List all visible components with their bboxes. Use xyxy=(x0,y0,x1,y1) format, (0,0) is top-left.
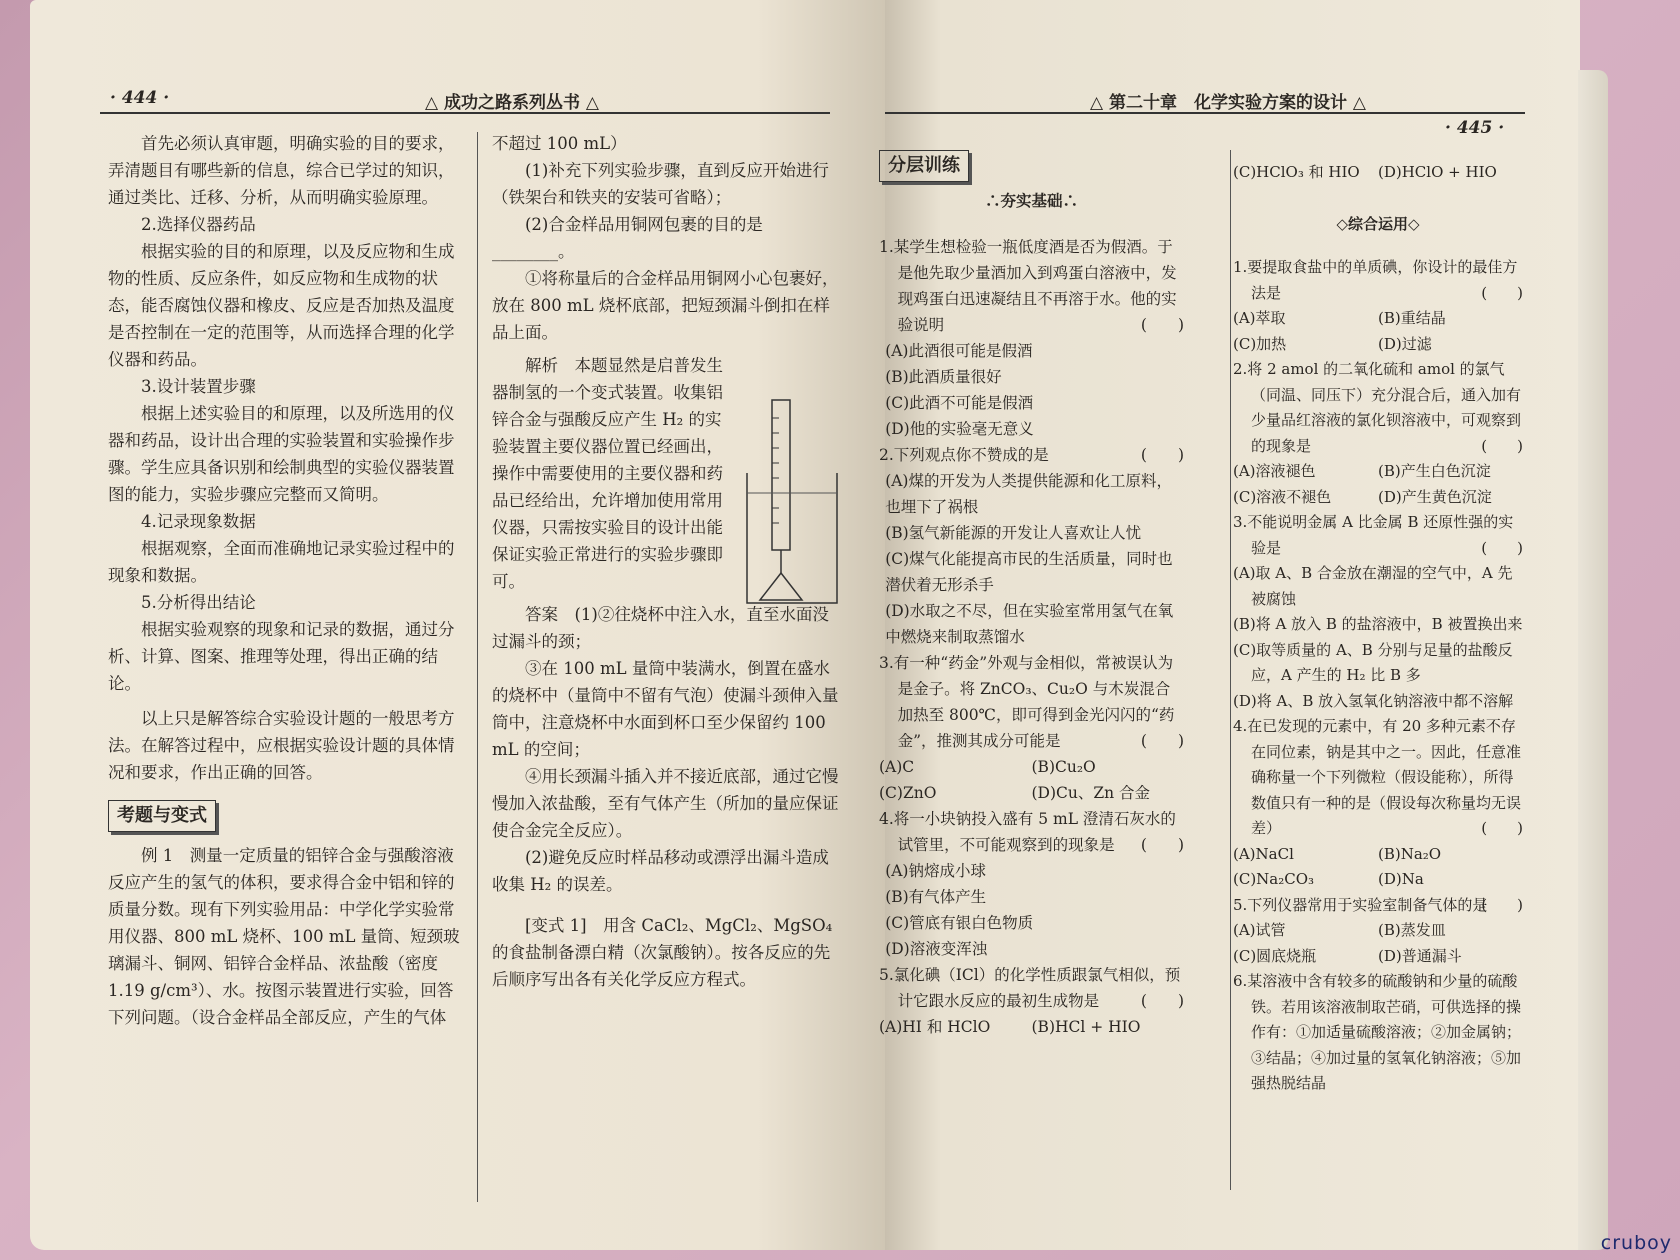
analysis: 解析 本题显然是启普发生器制氢的一个变式装置。收集铝锌合金与强酸反应产生 H₂ 的实验装置主要仪器位置已经画出，操作中需要使用的主要仪器和药品已经给出，允许增加使用常用仪器，只需按实验目的设计出能保证实验正常进行的实验步骤即可。 xyxy=(492,356,723,591)
watermark: cruboy xyxy=(1600,1232,1672,1254)
options-row xyxy=(1233,918,1523,944)
option: (D)普通漏斗 xyxy=(1378,946,1462,965)
option: (C)溶液不褪色 xyxy=(1233,487,1332,506)
option: (C)HClO₃ 和 HIO xyxy=(1233,163,1360,181)
paragraph: 根据实验观察的现象和记录的数据，通过分析、计算、图案、推理等处理，得出正确的结论。 xyxy=(108,620,455,693)
option: (D)将 A、B 放入氢氧化钠溶液中都不溶解 xyxy=(1233,691,1514,710)
paragraph: ④用长颈漏斗插入并不接近底部，通过它慢慢加入浓盐酸，至有气体产生（所加的量应保证使合金完全反应）。 xyxy=(492,767,839,840)
option: (B)氢气新能源的开发让人喜欢让人忧 xyxy=(885,524,1142,542)
variant-1: [变式 1] 用含 CaCl₂、MgCl₂、MgSO₄ 的食盐制备漂白精（次氯酸钠）。按各反应的先后顺序写出各有关化学反应方程式。 xyxy=(492,916,833,989)
paragraph: 首先必须认真审题，明确实验的目的要求，弄清题目有哪些新的信息，综合已学过的知识，通过类比、迁移、分析，从而明确实验原理。 xyxy=(108,134,455,207)
paragraph: ③在 100 mL 量筒中装满水，倒置在盛水的烧杯中（量筒中不留有气泡）使漏斗颈伸入量筒中，注意烧杯中水面到杯口至少保留约 100 mL 的空间； xyxy=(492,659,839,759)
options-row xyxy=(879,1014,1184,1040)
options-row xyxy=(1233,459,1523,485)
answer-paren: ( ) xyxy=(1481,436,1523,455)
option: (A)取 A、B 合金放在潮湿的空气中，A 先被腐蚀 xyxy=(1233,564,1513,608)
apply-question-4: 4.在已发现的元素中，有 20 多种元素不存在同位素，钠是其中之一。因此，任意准确称量一个下列微粒（假设能称），所得数值只有一种的是（假设每次称量均无误差） ( ) xyxy=(1233,714,1523,842)
apparatus-figure xyxy=(742,398,842,608)
paragraph: (2)合金样品用铜网包裹的目的是________。 xyxy=(492,215,763,261)
options-row xyxy=(1233,867,1523,893)
left-page xyxy=(30,0,885,1250)
paragraph: (1)补充下列实验步骤，直到反应开始进行（铁架台和铁夹的安装可省略）； xyxy=(492,161,829,207)
option: (B)HCl + HIO xyxy=(1031,1018,1141,1036)
option: (D)HClO + HIO xyxy=(1378,163,1497,181)
options-row xyxy=(1233,842,1523,868)
paragraph: ①将称量后的合金样品用铜网小心包裹好，放在 800 mL 烧杯底部，把短颈漏斗倒扣在样品上面。 xyxy=(492,269,839,342)
section-heading: 2.选择仪器药品 xyxy=(141,215,256,234)
paragraph: 根据实验的目的和原理，以及反应物和生成物的性质、反应条件，如反应物和生成物的状态，能否腐蚀仪器和橡皮、反应是否加热及温度是否控制在一定的范围等，从而选择合理的化学仪器和药品。 xyxy=(108,242,455,369)
section-heading: 5.分析得出结论 xyxy=(141,593,256,612)
options-row xyxy=(879,754,1184,780)
apply-question-5: 5.下列仪器常用于实验室制备气体的是 ( ) xyxy=(1233,893,1523,919)
right-column-1 xyxy=(879,150,1184,1040)
option: (C)圆底烧瓶 xyxy=(1233,946,1317,965)
question-1: 1.某学生想检验一瓶低度酒是否为假酒。于是他先取少量酒加入到鸡蛋白溶液中，发现鸡蛋白迅速凝结且不再溶于水。他的实验说明 ( ) xyxy=(879,234,1184,338)
section-heading: 3.设计装置步骤 xyxy=(141,377,256,396)
answer-paren: ( ) xyxy=(1481,538,1523,557)
paragraph: 根据观察，全面而准确地记录实验过程中的现象和数据。 xyxy=(108,539,455,585)
right-page-number: · 445 · xyxy=(1445,118,1505,138)
question-5: 5.氯化碘（ICl）的化学性质跟氯气相似，预计它跟水反应的最初生成物是 ( ) xyxy=(879,962,1184,1014)
chapter-title: △ 第二十章 化学实验方案的设计 △ xyxy=(1090,93,1366,113)
option: (B)Cu₂O xyxy=(1031,758,1096,776)
option: (C)管底有银白色物质 xyxy=(885,914,1034,932)
left-header xyxy=(100,88,830,114)
option: (C)Na₂CO₃ xyxy=(1233,870,1315,888)
option: (D)过滤 xyxy=(1378,334,1432,353)
right-header xyxy=(885,88,1525,138)
options-row xyxy=(1233,332,1523,358)
option: (D)Cu、Zn 合金 xyxy=(1031,784,1151,802)
answer-paren: ( ) xyxy=(1140,446,1184,464)
options-row xyxy=(1233,160,1523,186)
question-3: 3.有一种“药金”外观与金相似，常被误认为是金子。将 ZnCO₃、Cu₂O 与木炭混合加热至 800℃，即可得到金光闪闪的“药金”，推测其成分可能是 ( ) xyxy=(879,650,1184,754)
answer-paren: ( ) xyxy=(1140,836,1184,854)
answer-paren: ( ) xyxy=(1481,895,1523,914)
option: (C)煤气化能提高市民的生活质量，同时也潜伏着无形杀手 xyxy=(885,550,1173,594)
option: (A)C xyxy=(879,758,915,776)
question-4: 4.将一小块钠投入盛有 5 mL 澄清石灰水的试管里，不可能观察到的现象是 ( ) xyxy=(879,806,1184,858)
option: (A)试管 xyxy=(1233,921,1286,939)
option: (B)产生白色沉淀 xyxy=(1378,462,1491,480)
answer-paren: ( ) xyxy=(1140,732,1184,750)
series-title: △ 成功之路系列丛书 △ xyxy=(425,93,599,113)
answer-paren: ( ) xyxy=(1481,819,1523,837)
option: (C)ZnO xyxy=(879,784,937,802)
column-divider xyxy=(477,132,478,1202)
options-row xyxy=(879,780,1184,806)
example-1: 例 1 测量一定质量的铝锌合金与强酸溶液反应产生的氢气的体积，要求得合金中铝和锌的质量分数。现有下列实验用品：中学化学实验常用仪器、800 mL 烧杯、100 mL 量筒、短颈玻璃漏斗、铜网、铝锌合金样品、浓盐酸（密度 1.19 g/cm³）、水。按图示装置进行实验，回答下列问题。（设合金样品全部反应，产生的气体 xyxy=(108,846,460,1027)
option: (A)HI 和 HClO xyxy=(879,1018,991,1036)
option: (B)蒸发皿 xyxy=(1378,921,1446,939)
option: (A)煤的开发为人类提供能源和化工原料，也埋下了祸根 xyxy=(885,472,1172,516)
paragraph: (2)避免反应时样品移动或漂浮出漏斗造成收集 H₂ 的误差。 xyxy=(492,848,829,894)
section-heading: 4.记录现象数据 xyxy=(141,512,256,531)
option: (C)此酒不可能是假酒 xyxy=(885,394,1034,412)
option: (A)此酒很可能是假酒 xyxy=(885,342,1033,360)
option: (B)重结晶 xyxy=(1378,309,1446,327)
option: (D)溶液变浑浊 xyxy=(885,940,988,958)
option: (A)NaCl xyxy=(1233,844,1294,863)
sub-heading-basic: ∴夯实基础∴ xyxy=(984,191,1078,210)
options-row xyxy=(1233,944,1523,970)
training-box-title: 分层训练 xyxy=(879,150,969,182)
apply-question-6: 6.某溶液中含有较多的硫酸钠和少量的硫酸铁。若用该溶液制取芒硝，可供选择的操作有：①加适量硫酸溶液；②加金属钠；③结晶；④加过量的氢氧化钠溶液；⑤加强热脱结晶 xyxy=(1233,972,1522,1092)
answer: 答案 (1)②往烧杯中注入水，直至水面没过漏斗的颈； xyxy=(492,605,829,651)
apply-question-1: 1.要提取食盐中的单质碘，你设计的最佳方法是 ( ) xyxy=(1233,255,1523,306)
option: (A)钠熔成小球 xyxy=(885,862,986,880)
options-row xyxy=(1233,306,1523,332)
page-edges xyxy=(1578,70,1608,1250)
option: (D)产生黄色沉淀 xyxy=(1378,487,1492,506)
apply-question-3: 3.不能说明金属 A 比金属 B 还原性强的实验是 ( ) xyxy=(1233,510,1523,561)
option: (C)取等质量的 A、B 分别与足量的盐酸反应，A 产生的 H₂ 比 B 多 xyxy=(1233,640,1513,684)
right-page xyxy=(879,0,1580,1250)
paragraph: 根据上述实验目的和原理，以及所选用的仪器和药品，设计出合理的实验装置和实验操作步骤。学生应具备识别和绘制典型的实验仪器装置图的能力，实验步骤应完整而又简明。 xyxy=(108,404,455,504)
apply-question-2: 2.将 2 amol 的二氧化硫和 amol 的氯气（同温、同压下）充分混合后，通入加有少量品红溶液的氯化钡溶液中，可观察到的现象是 ( ) xyxy=(1233,357,1523,459)
option: (B)有气体产生 xyxy=(885,888,987,906)
column-divider xyxy=(1230,150,1231,1190)
answer-paren: ( ) xyxy=(1481,283,1523,302)
options-row xyxy=(1233,485,1523,511)
option: (D)他的实验毫无意义 xyxy=(885,420,1034,438)
option: (D)Na xyxy=(1378,870,1424,888)
exam-box-title: 考题与变式 xyxy=(108,800,216,832)
paragraph: 以上只是解答综合实验设计题的一般思考方法。在解答过程中，应根据实验设计题的具体情况和要求，作出正确的回答。 xyxy=(108,709,455,782)
paragraph: 不超过 100 mL） xyxy=(492,134,627,153)
option: (B)此酒质量很好 xyxy=(885,368,1002,386)
option: (B)将 A 放入 B 的盐溶液中，B 被置换出来 xyxy=(1233,615,1523,633)
left-column-1 xyxy=(108,130,460,1031)
answer-paren: ( ) xyxy=(1140,316,1184,334)
option: (C)加热 xyxy=(1233,334,1287,353)
sub-heading-apply: ◇综合运用◇ xyxy=(1336,214,1420,233)
question-2: 2.下列观点你不赞成的是 ( ) xyxy=(879,442,1184,468)
option: (B)Na₂O xyxy=(1378,844,1442,863)
option: (D)水取之不尽，但在实验室常用氢气在氧中燃烧来制取蒸馏水 xyxy=(885,602,1174,646)
option: (A)萃取 xyxy=(1233,309,1286,327)
option: (A)溶液褪色 xyxy=(1233,462,1316,480)
left-page-number: · 444 · xyxy=(110,88,170,108)
answer-paren: ( ) xyxy=(1140,992,1184,1010)
right-column-2 xyxy=(1233,160,1523,1097)
